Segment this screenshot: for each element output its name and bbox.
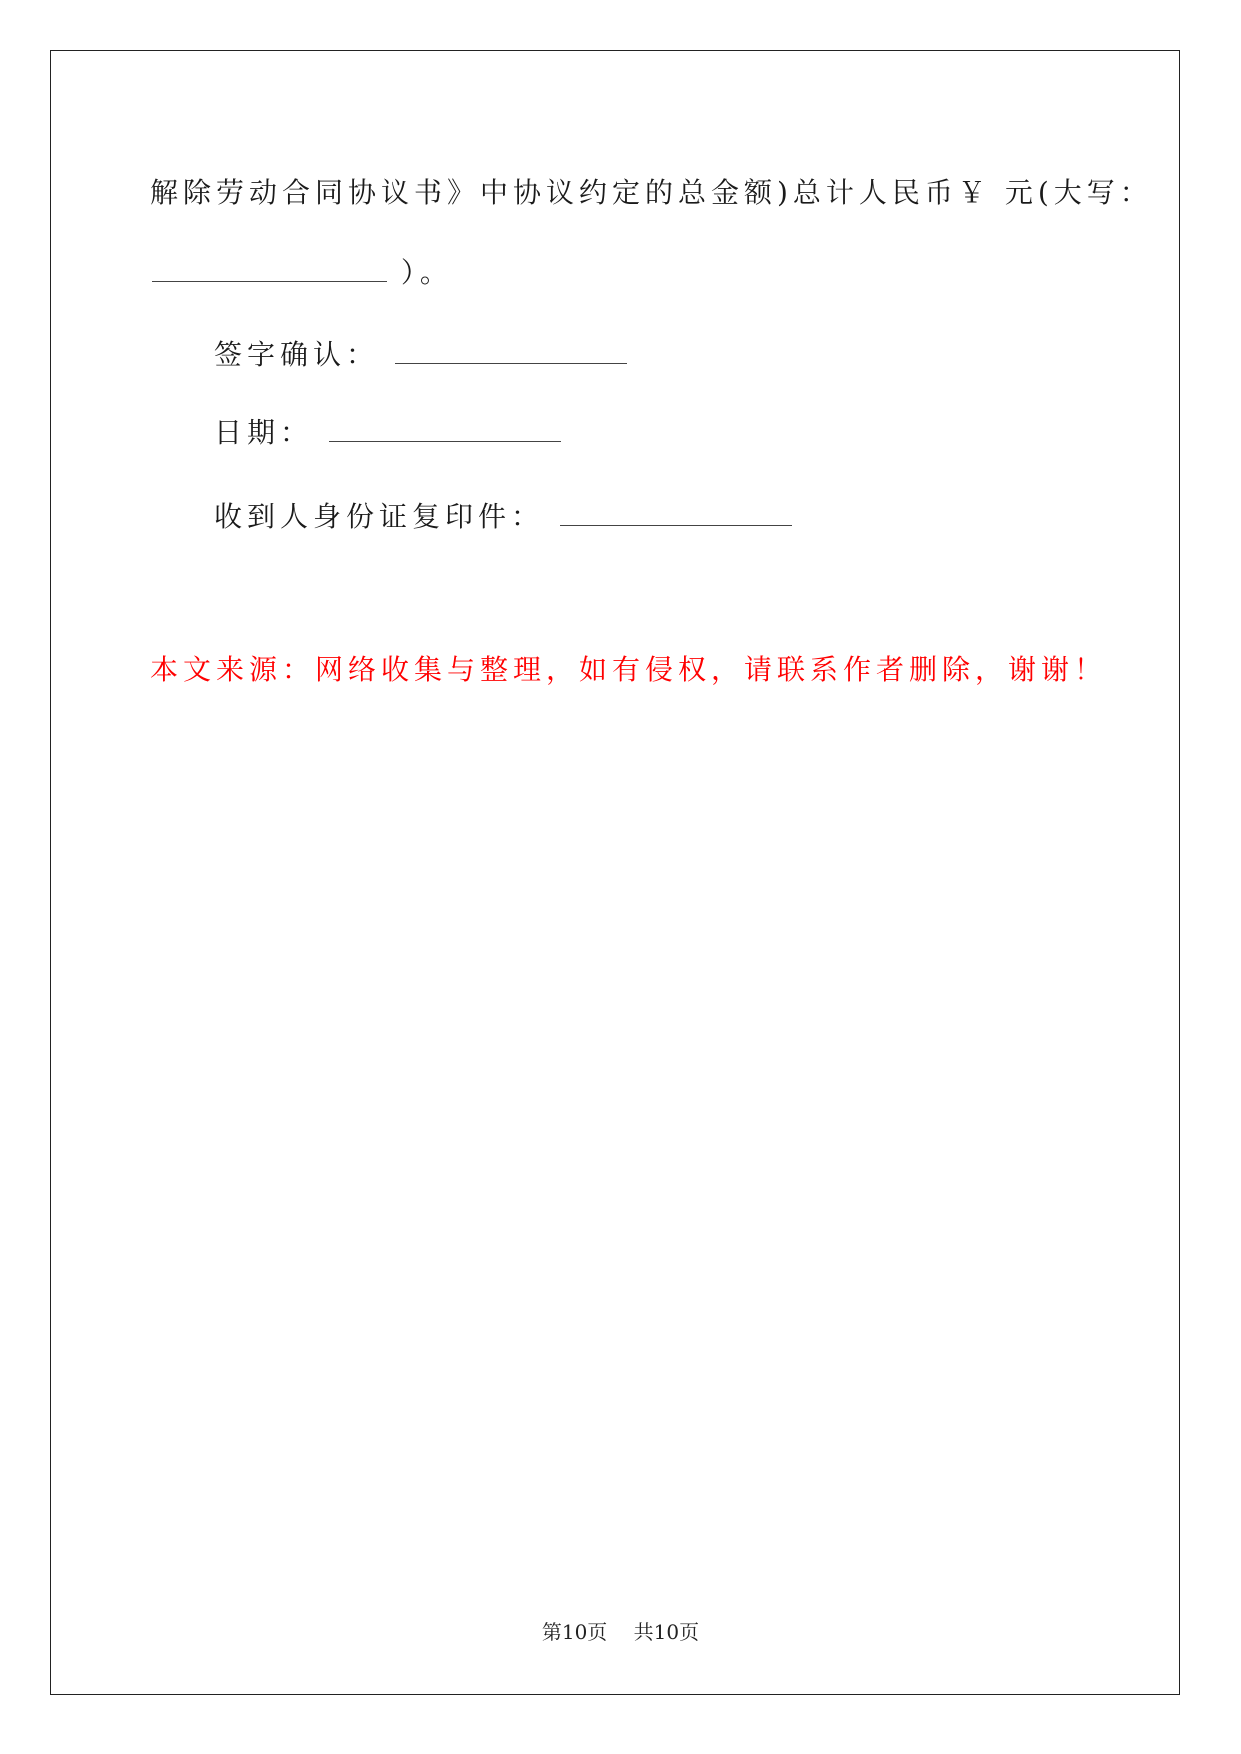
- id-copy-blank[interactable]: [560, 497, 792, 526]
- source-notice: 本文来源：网络收集与整理，如有侵权，请联系作者删除，谢谢！: [150, 653, 1108, 686]
- date-row: [214, 413, 561, 453]
- amount-capital-suffix: ）。: [400, 256, 453, 289]
- signature-row: [214, 335, 627, 375]
- contract-amount-line: 解除劳动合同协议书》中协议约定的总金额)总计人民币￥ 元(大写：: [150, 176, 1153, 209]
- date-label: 日期：: [214, 416, 314, 449]
- amount-capital-blank[interactable]: [152, 253, 387, 282]
- id-copy-row: [214, 497, 792, 537]
- page-border: [50, 50, 1180, 1695]
- signature-label: 签字确认：: [214, 338, 380, 371]
- amount-capital-line: [150, 253, 453, 293]
- signature-blank[interactable]: [395, 335, 627, 364]
- id-copy-label: 收到人身份证复印件：: [214, 500, 545, 533]
- page-number-current: 第10页: [541, 1620, 608, 1644]
- page-footer: [0, 1616, 1241, 1645]
- page-number-total: 共10页: [633, 1620, 700, 1644]
- date-blank[interactable]: [329, 413, 561, 442]
